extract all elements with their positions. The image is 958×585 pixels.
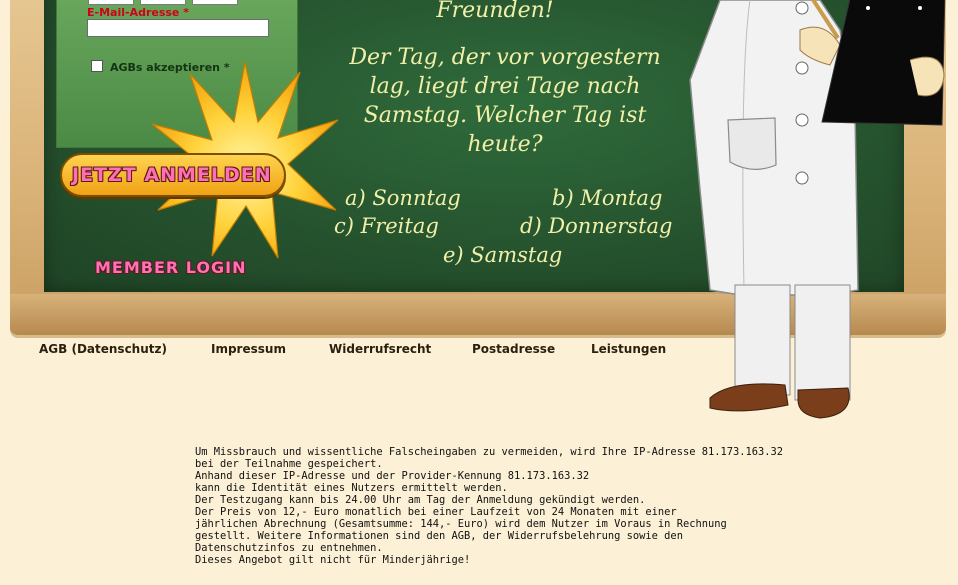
agb-checkbox[interactable] bbox=[91, 60, 103, 72]
nav-widerruf-link[interactable]: Widerrufsrecht bbox=[329, 342, 432, 356]
partial-form-fields bbox=[88, 0, 238, 5]
answer-d[interactable]: d) Donnerstag bbox=[520, 214, 673, 238]
doctor-illustration-icon bbox=[680, 0, 950, 420]
board-top-text: Freunden! bbox=[436, 0, 554, 23]
answer-c[interactable]: c) Freitag bbox=[334, 214, 439, 238]
email-label: E-Mail-Adresse * bbox=[87, 6, 189, 19]
disclaimer-line: Der Testzugang kann bis 24.00 Uhr am Tag der Anmeldung gekündigt werden. bbox=[195, 494, 646, 506]
answer-e[interactable]: e) Samstag bbox=[443, 243, 563, 267]
partial-input-3[interactable] bbox=[192, 0, 238, 5]
question-line: heute? bbox=[467, 132, 543, 157]
disclaimer-line: Anhand dieser IP-Adresse und der Provider-Kennung 81.173.163.32 bbox=[195, 470, 590, 482]
signup-button-label: JETZT ANMELDEN bbox=[72, 164, 272, 186]
question-line: lag, liegt drei Tage nach bbox=[369, 74, 641, 99]
disclaimer-line: Datenschutzinfos zu entnehmen. bbox=[195, 542, 383, 554]
disclaimer-line: jährlichen Abrechnung (Gesamtsumme: 144,- Euro) wird dem Nutzer im Voraus in Rechnung bbox=[195, 518, 727, 530]
legal-disclaimer bbox=[195, 446, 795, 566]
signup-button[interactable] bbox=[60, 153, 286, 197]
riddle-question bbox=[330, 43, 680, 159]
disclaimer-line: bei der Teilnahme gespeichert. bbox=[195, 458, 383, 470]
disclaimer-line: gestellt. Weitere Informationen sind den AGB, der Widerrufsbelehrung sowie den bbox=[195, 530, 683, 542]
nav-agb-link[interactable]: AGB (Datenschutz) bbox=[39, 342, 167, 356]
disclaimer-line: Dieses Angebot gilt nicht für Minderjährige! bbox=[195, 554, 471, 566]
question-line: Samstag. Welcher Tag ist bbox=[363, 103, 647, 128]
nav-impressum-link[interactable]: Impressum bbox=[211, 342, 286, 356]
nav-leistungen-link[interactable]: Leistungen bbox=[591, 342, 667, 356]
email-input[interactable] bbox=[87, 19, 269, 37]
question-line: Der Tag, der vor vorgestern bbox=[349, 45, 661, 70]
disclaimer-line: Der Preis von 12,- Euro monatlich bei einer Laufzeit von 24 Monaten mit einer bbox=[195, 506, 677, 518]
agb-label: AGBs akzeptieren * bbox=[110, 61, 230, 74]
answer-b[interactable]: b) Montag bbox=[552, 186, 663, 210]
partial-input-2[interactable] bbox=[140, 0, 186, 5]
nav-postadresse-link[interactable]: Postadresse bbox=[472, 342, 556, 356]
member-login-button[interactable]: MEMBER LOGIN bbox=[95, 258, 247, 277]
partial-input-1[interactable] bbox=[88, 0, 134, 5]
answer-a[interactable]: a) Sonntag bbox=[345, 186, 461, 210]
disclaimer-line: kann die Identität eines Nutzers ermittelt werden. bbox=[195, 482, 508, 494]
disclaimer-line: Um Missbrauch und wissentliche Falscheingaben zu vermeiden, wird Ihre IP-Adresse 81.173.163.32 bbox=[195, 446, 784, 458]
